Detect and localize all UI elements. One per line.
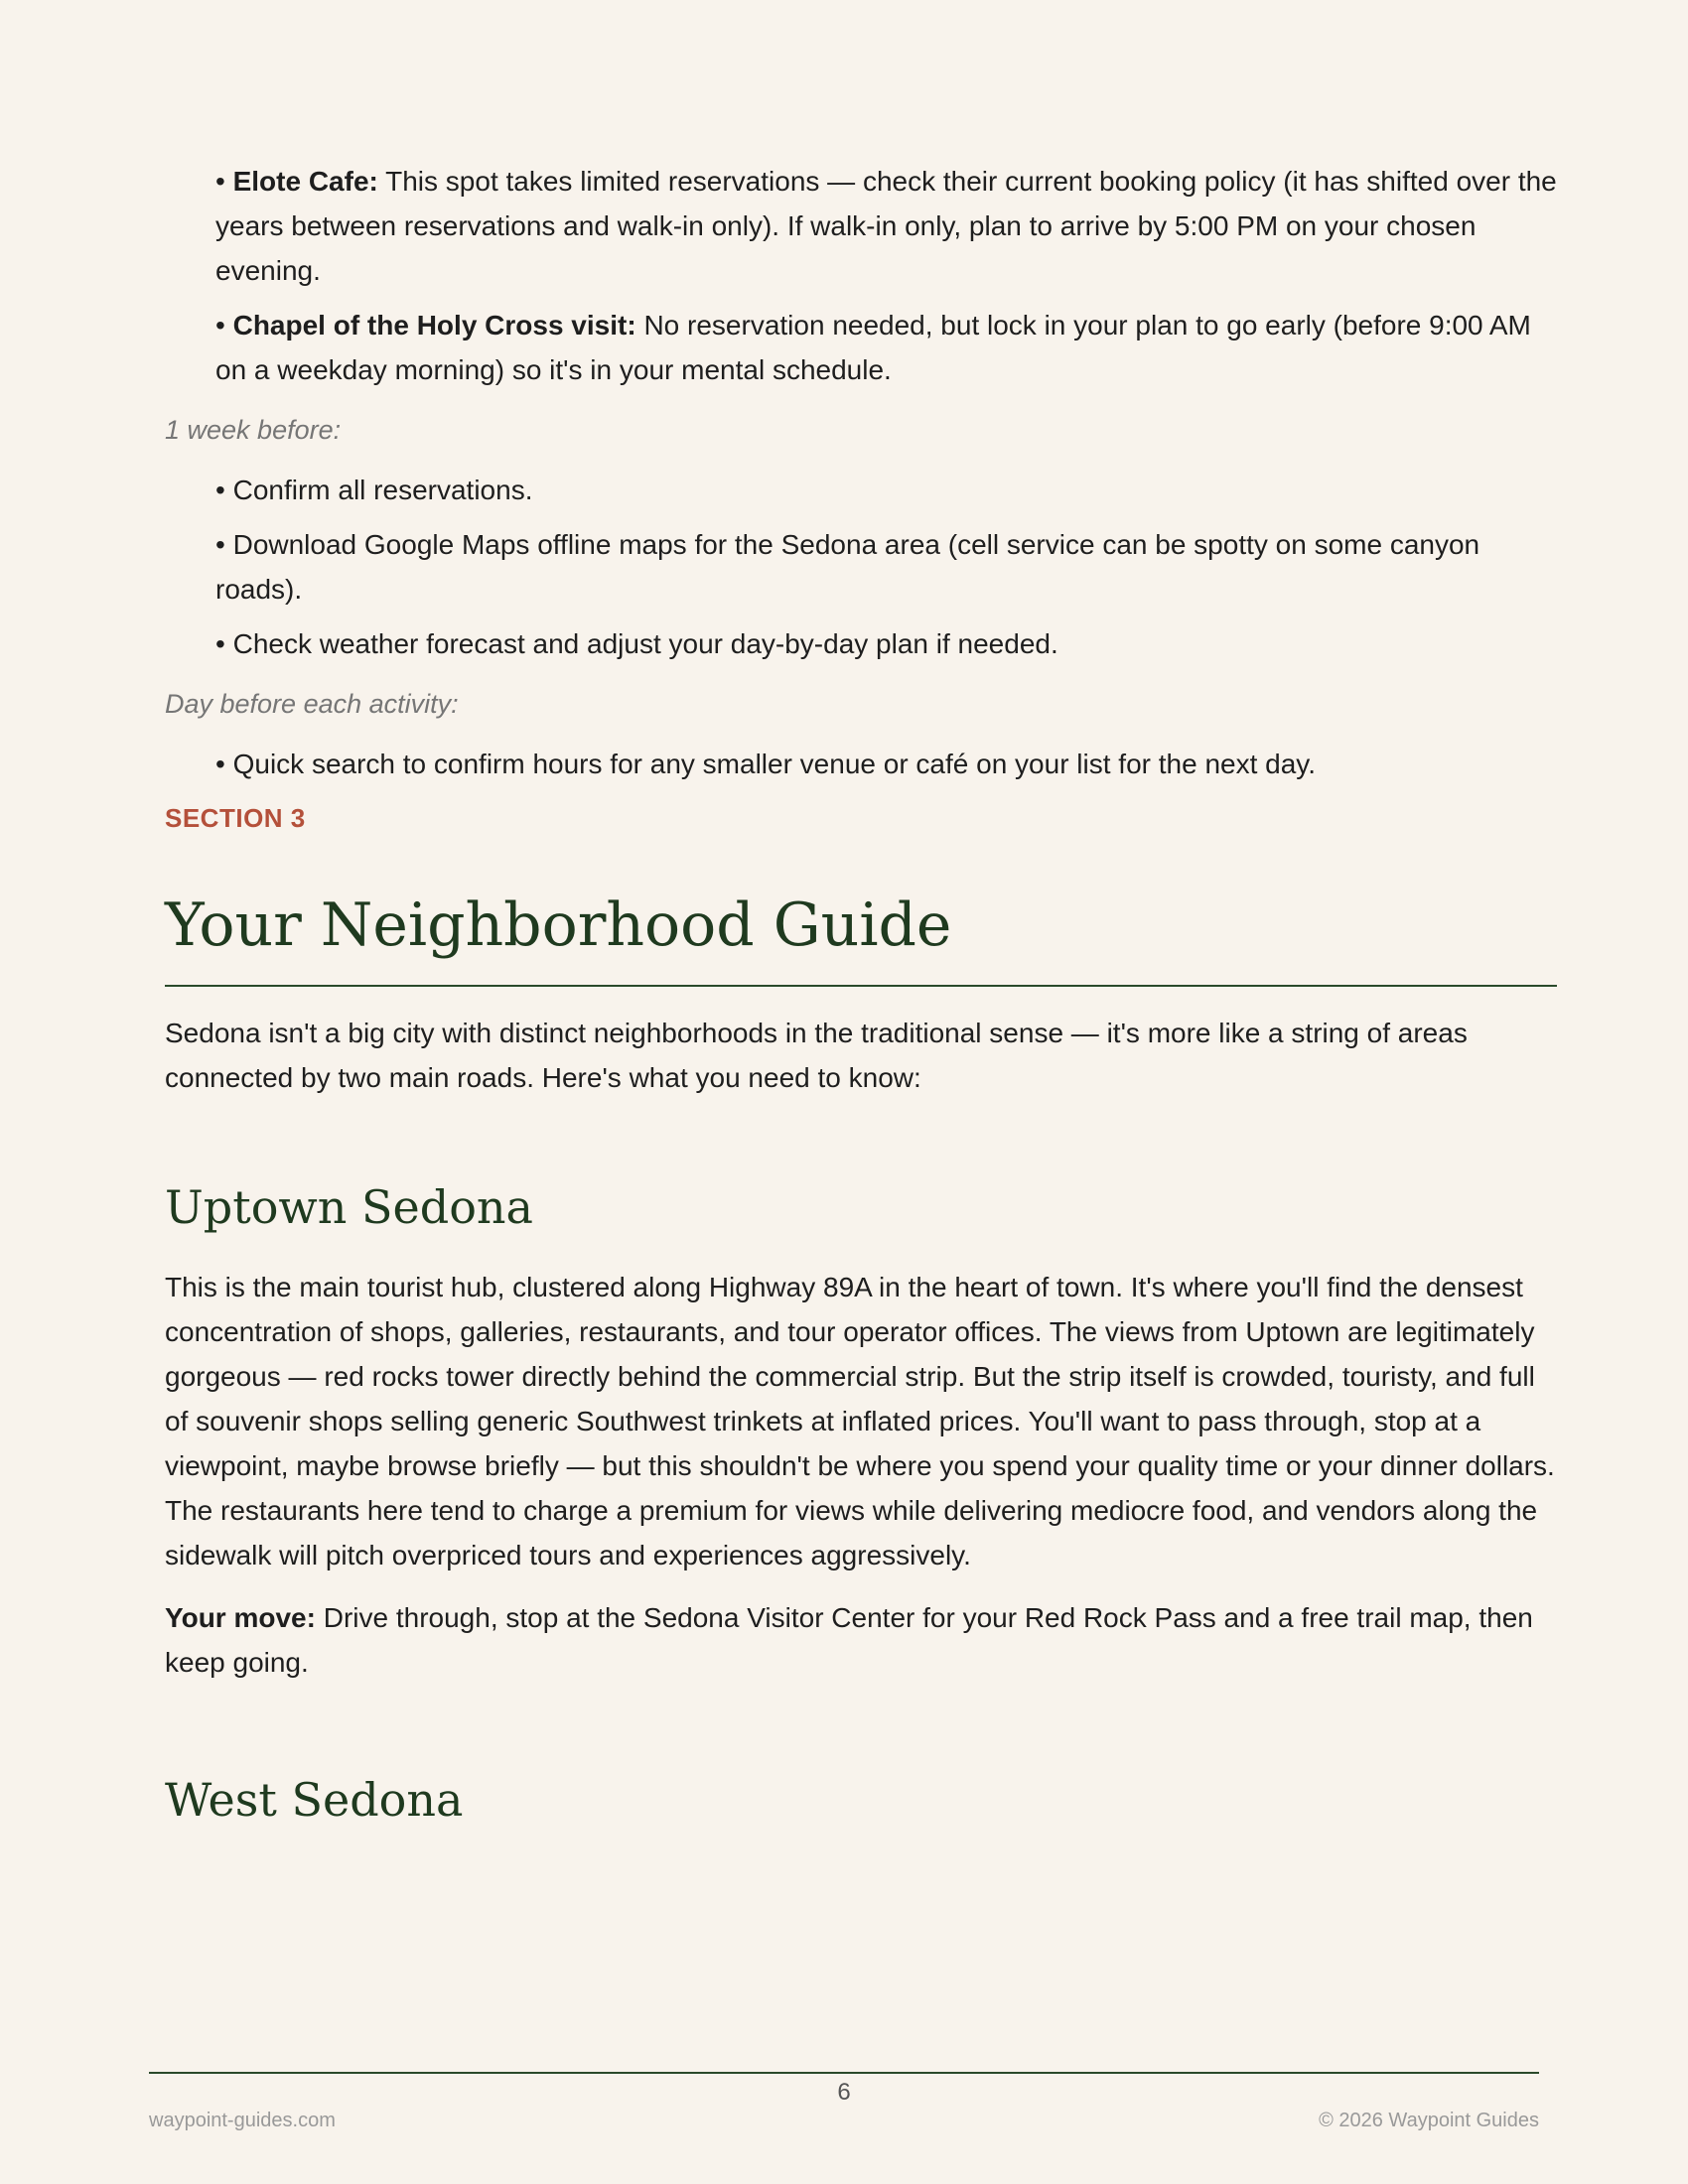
move-text: Drive through, stop at the Sedona Visitor Center for your Red Rock Pass and a free trail map, then keep going. — [165, 1602, 1533, 1678]
list-item-bold: Chapel of the Holy Cross visit: — [232, 310, 636, 341]
week-before-list — [215, 468, 1557, 666]
move-label: Your move: — [165, 1602, 316, 1633]
west-heading: West Sedona — [165, 1773, 464, 1827]
list-item: • Download Google Maps offline maps for the Sedona area (cell service can be spotty on some canyon roads). — [215, 529, 1480, 605]
day-before-list — [215, 742, 1557, 786]
list-item-bold: Elote Cafe: — [232, 166, 378, 197]
uptown-paragraph: This is the main tourist hub, clustered along Highway 89A in the heart of town. It's where you'll find the densest concentration of shops, galleries, restaurants, and tour operator offices. The views from Uptown are legitimately gorgeous — red rocks tower directly behind the commercial strip. But the strip itself is crowded, touristy, and full of souvenir shops selling generic Southwest trinkets at inflated prices. You'll want to pass through, stop at a viewpoint, maybe browse briefly — but this shouldn't be where you spend your quality time or your dinner dollars. The restaurants here tend to charge a premium for views while delivering mediocre food, and vendors along the sidewalk will pitch overpriced tours and experiences aggressively. — [165, 1272, 1555, 1570]
list-item-text: Confirm all reservations. — [232, 475, 533, 505]
footer-site-link[interactable]: waypoint-guides.com — [149, 2110, 336, 2131]
list-item-text: Download Google Maps offline maps for the Sedona area (cell service can be spotty on some canyon roads). — [215, 529, 1480, 605]
list-item: • Quick search to confirm hours for any smaller venue or café on your list for the next day. — [215, 749, 1317, 779]
uptown-heading: Uptown Sedona — [165, 1180, 533, 1234]
footer-divider — [149, 2072, 1539, 2074]
day-before-label: Day before each activity: — [165, 689, 459, 719]
intro-paragraph: Sedona isn't a big city with distinct neighborhoods in the traditional sense — it's more like a string of areas connected by two main roads. Here's what you need to know: — [165, 1018, 1468, 1093]
list-item: • Elote Cafe: This spot takes limited reservations — check their current booking policy (it has shifted over the years between reservations and walk-in only). If walk-in only, plan to arrive by 5:00 PM on your chosen evening. — [215, 166, 1557, 286]
list-item: • Confirm all reservations. — [215, 475, 533, 505]
page-number: 6 — [837, 2079, 851, 2106]
title-divider — [165, 985, 1557, 987]
section-label: SECTION 3 — [165, 803, 306, 833]
list-item-text: This spot takes limited reservations — check their current booking policy (it has shifted over the years between reservations and walk-in only). If walk-in only, plan to arrive by 5:00 PM on your chosen evening. — [215, 166, 1557, 286]
list-item-text: No reservation needed, but lock in your plan to go early (before 9:00 AM on a weekday morning) so it's in your mental schedule. — [215, 310, 1531, 385]
list-item: • Chapel of the Holy Cross visit: No reservation needed, but lock in your plan to go early (before 9:00 AM on a weekday morning) so it's in your mental schedule. — [215, 310, 1531, 385]
page-title: Your Neighborhood Guide — [165, 890, 952, 960]
booking-list — [215, 159, 1557, 392]
list-item: • Check weather forecast and adjust your day-by-day plan if needed. — [215, 628, 1058, 659]
list-item-text: Quick search to confirm hours for any smaller venue or café on your list for the next day. — [232, 749, 1317, 779]
uptown-move-paragraph — [165, 1595, 1557, 1685]
week-before-label: 1 week before: — [165, 415, 342, 445]
page-content — [165, 159, 1557, 1857]
list-item-text: Check weather forecast and adjust your day-by-day plan if needed. — [232, 628, 1058, 659]
footer-copyright: © 2026 Waypoint Guides — [1319, 2110, 1539, 2131]
